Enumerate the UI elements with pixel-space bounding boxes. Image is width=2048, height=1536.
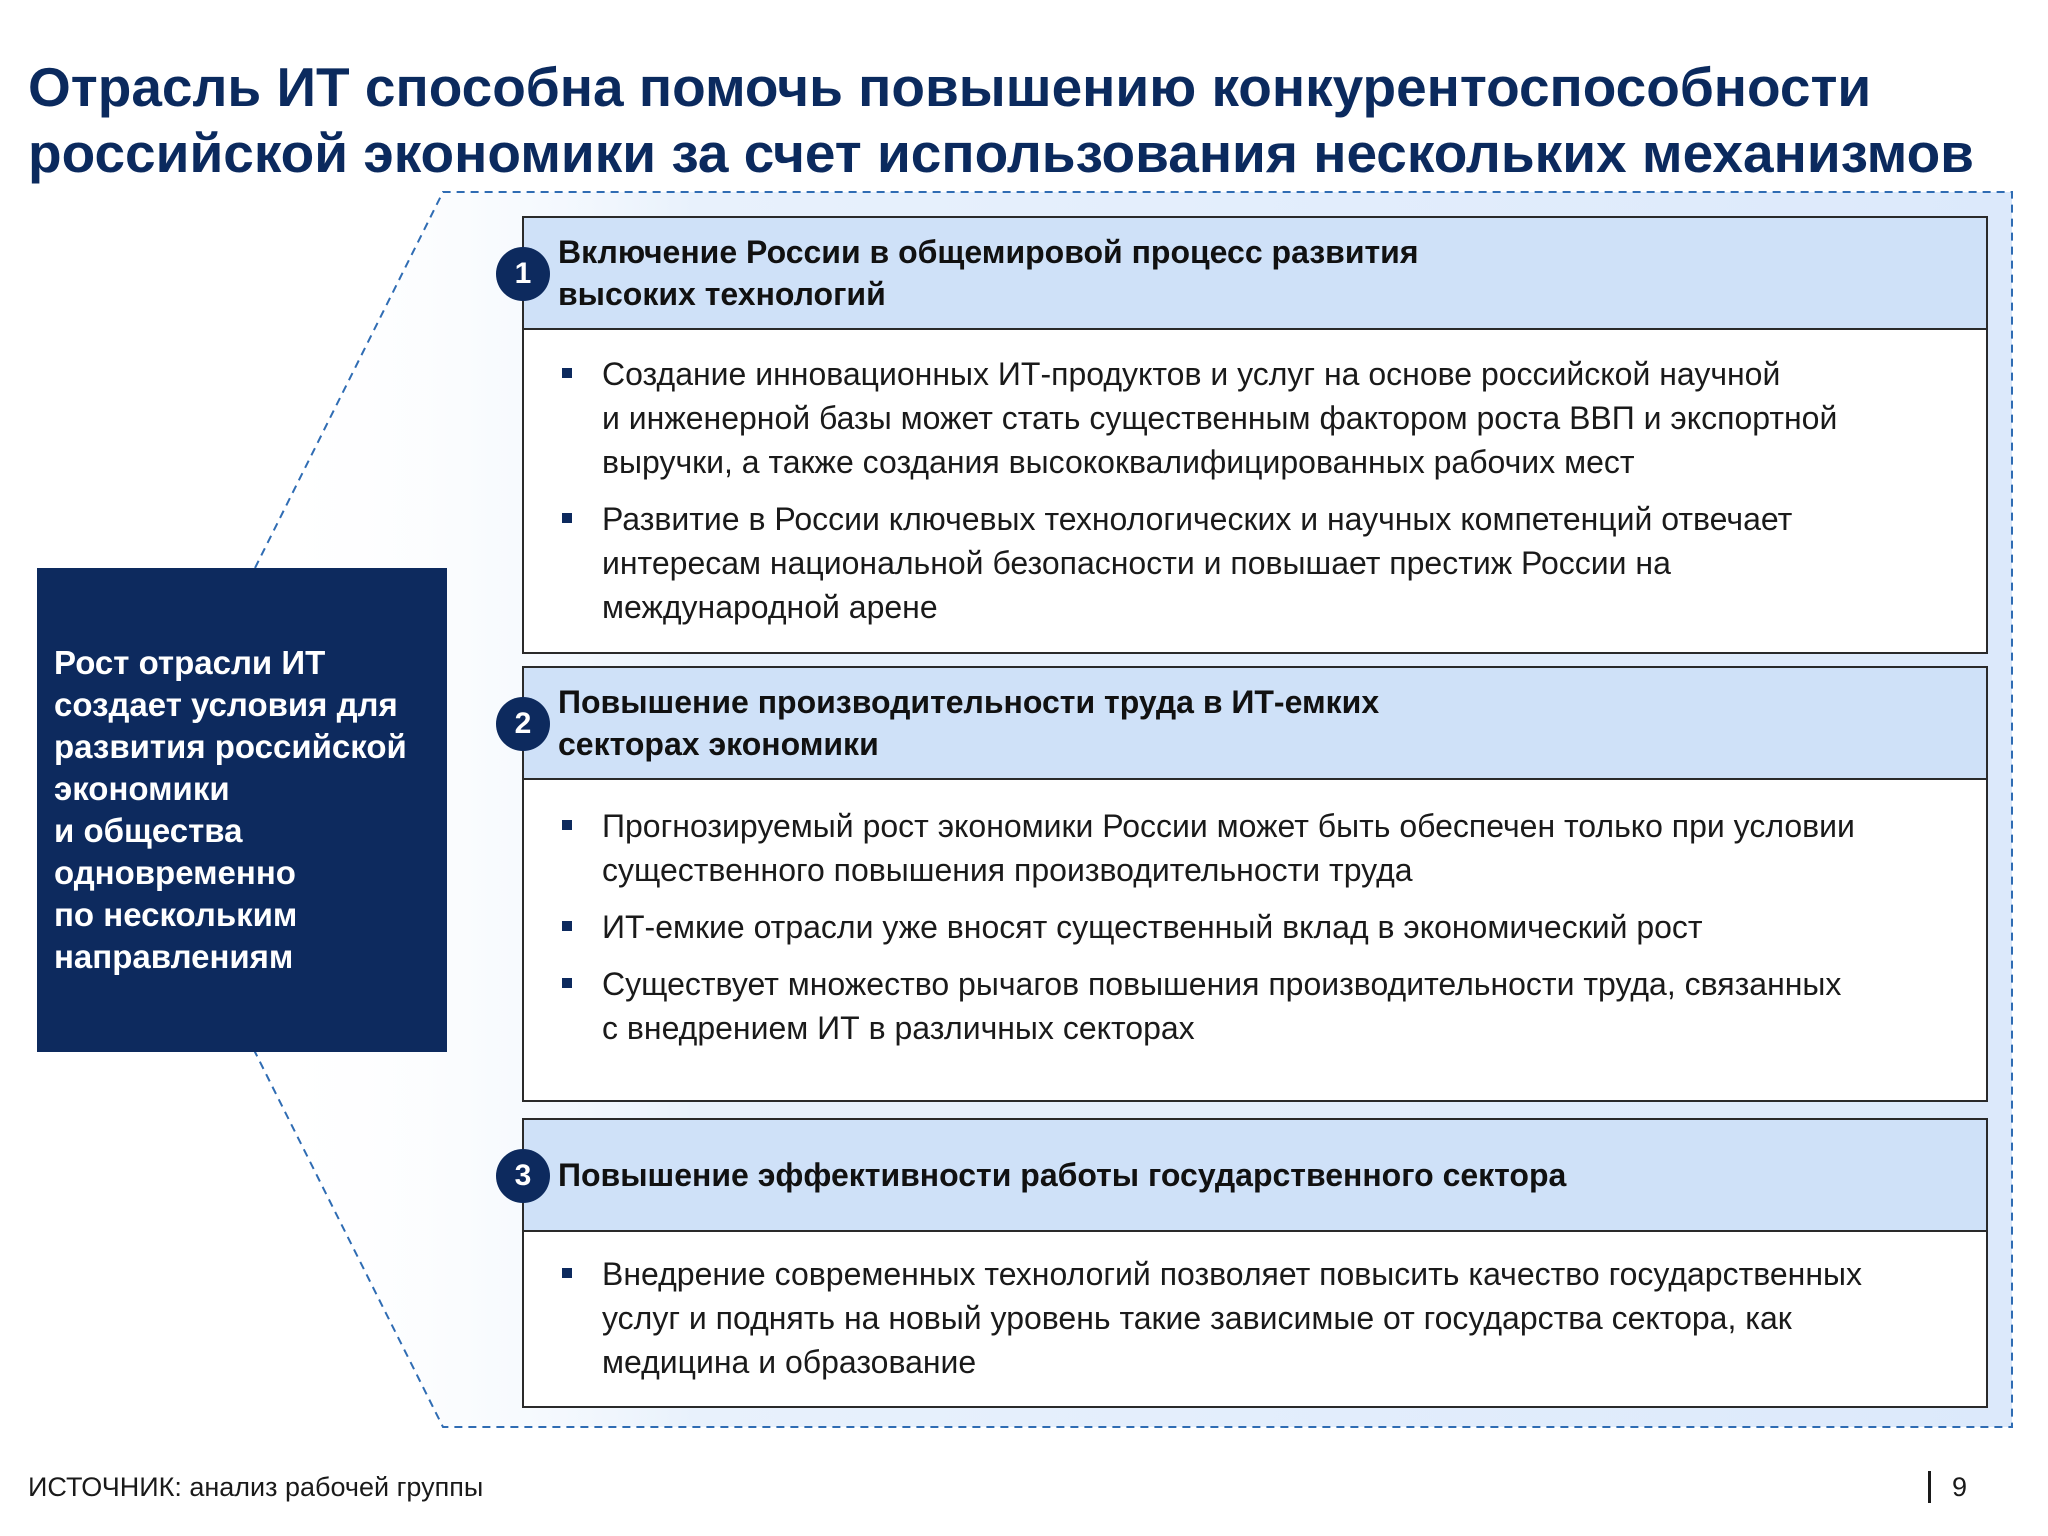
bullet-line: ИТ-емкие отрасли уже вносят существенный вклад в экономический рост xyxy=(602,909,1703,945)
mechanism-header xyxy=(514,668,1986,780)
summary-text xyxy=(54,642,444,978)
bullet-text xyxy=(602,1252,1966,1384)
bullet-text xyxy=(602,804,1966,892)
number-badge: 2 xyxy=(496,697,550,751)
summary-line: одновременно xyxy=(54,854,296,891)
bullet-marker-icon xyxy=(562,921,572,931)
summary-line: Рост отрасли ИТ xyxy=(54,644,326,681)
mechanism-heading xyxy=(558,1154,1566,1196)
bullet-line: Создание инновационных ИТ-продуктов и услуг на основе российской научной xyxy=(602,356,1781,392)
bullet-line: и инженерной базы может стать существенным фактором роста ВВП и экспортной xyxy=(602,400,1838,436)
number-badge: 3 xyxy=(496,1149,550,1203)
bullet-item xyxy=(558,1252,1966,1384)
bullet-text xyxy=(602,905,1966,949)
mechanism-card-1 xyxy=(514,216,1988,654)
heading-line: секторах экономики xyxy=(558,726,879,762)
bullet-line: Существует множество рычагов повышения производительности труда, связанных xyxy=(602,966,1842,1002)
heading-line: Повышение эффективности работы государственного сектора xyxy=(558,1157,1567,1193)
bullet-line: выручки, а также создания высококвалифицированных рабочих мест xyxy=(602,444,1635,480)
mechanism-card-2 xyxy=(514,666,1988,1102)
bullet-line: Внедрение современных технологий позволяет повысить качество государственных xyxy=(602,1256,1863,1292)
footer-divider xyxy=(1928,1471,1931,1503)
mechanism-body xyxy=(524,1232,1986,1384)
bullet-marker-icon xyxy=(562,978,572,988)
bullet-line: интересам национальной безопасности и повышает престиж России на xyxy=(602,545,1671,581)
bullet-item xyxy=(558,905,1966,949)
bullet-item xyxy=(558,352,1966,484)
summary-line: по нескольким xyxy=(54,896,298,933)
summary-line: экономики xyxy=(54,770,230,807)
bullet-text xyxy=(602,352,1966,484)
mechanism-header xyxy=(514,218,1986,330)
bullet-text xyxy=(602,962,1966,1050)
bullet-marker-icon xyxy=(562,820,572,830)
bullet-line: Развитие в России ключевых технологических и научных компетенций отвечает xyxy=(602,501,1793,537)
source-note: ИСТОЧНИК: анализ рабочей группы xyxy=(28,1472,484,1502)
mechanism-body xyxy=(524,780,1986,1050)
bullet-line: Прогнозируемый рост экономики России может быть обеспечен только при условии xyxy=(602,808,1855,844)
mechanism-body xyxy=(524,330,1986,629)
mechanism-heading xyxy=(558,231,1419,315)
summary-box xyxy=(37,568,447,1052)
number-badge: 1 xyxy=(496,247,550,301)
page-number: 9 xyxy=(1952,1472,1968,1502)
bullet-marker-icon xyxy=(562,1268,572,1278)
bullet-item xyxy=(558,962,1966,1050)
page-title xyxy=(28,54,2018,186)
bullet-line: медицина и образование xyxy=(602,1344,977,1380)
title-line-2: российской экономики за счет использования нескольких механизмов xyxy=(28,122,1974,184)
summary-line: развития российской xyxy=(54,728,407,765)
bullet-item xyxy=(558,497,1966,629)
heading-line: высоких технологий xyxy=(558,276,886,312)
title-line-1: Отрасль ИТ способна помочь повышению конкурентоспособности xyxy=(28,56,1872,118)
bullet-marker-icon xyxy=(562,513,572,523)
summary-line: и общества xyxy=(54,812,243,849)
bullet-line: международной арене xyxy=(602,589,938,625)
bullet-line: с внедрением ИТ в различных секторах xyxy=(602,1010,1195,1046)
mechanism-card-3 xyxy=(514,1118,1988,1408)
summary-line: создает условия для xyxy=(54,686,398,723)
bullet-line: услуг и поднять на новый уровень такие зависимые от государства сектора, как xyxy=(602,1300,1792,1336)
bullet-item xyxy=(558,804,1966,892)
bullet-line: существенного повышения производительности труда xyxy=(602,852,1413,888)
bullet-text xyxy=(602,497,1966,629)
summary-line: направлениям xyxy=(54,938,294,975)
bullet-marker-icon xyxy=(562,368,572,378)
mechanism-header xyxy=(514,1120,1986,1232)
mechanism-heading xyxy=(558,681,1379,765)
heading-line: Повышение производительности труда в ИТ-емких xyxy=(558,684,1380,720)
heading-line: Включение России в общемировой процесс развития xyxy=(558,234,1419,270)
